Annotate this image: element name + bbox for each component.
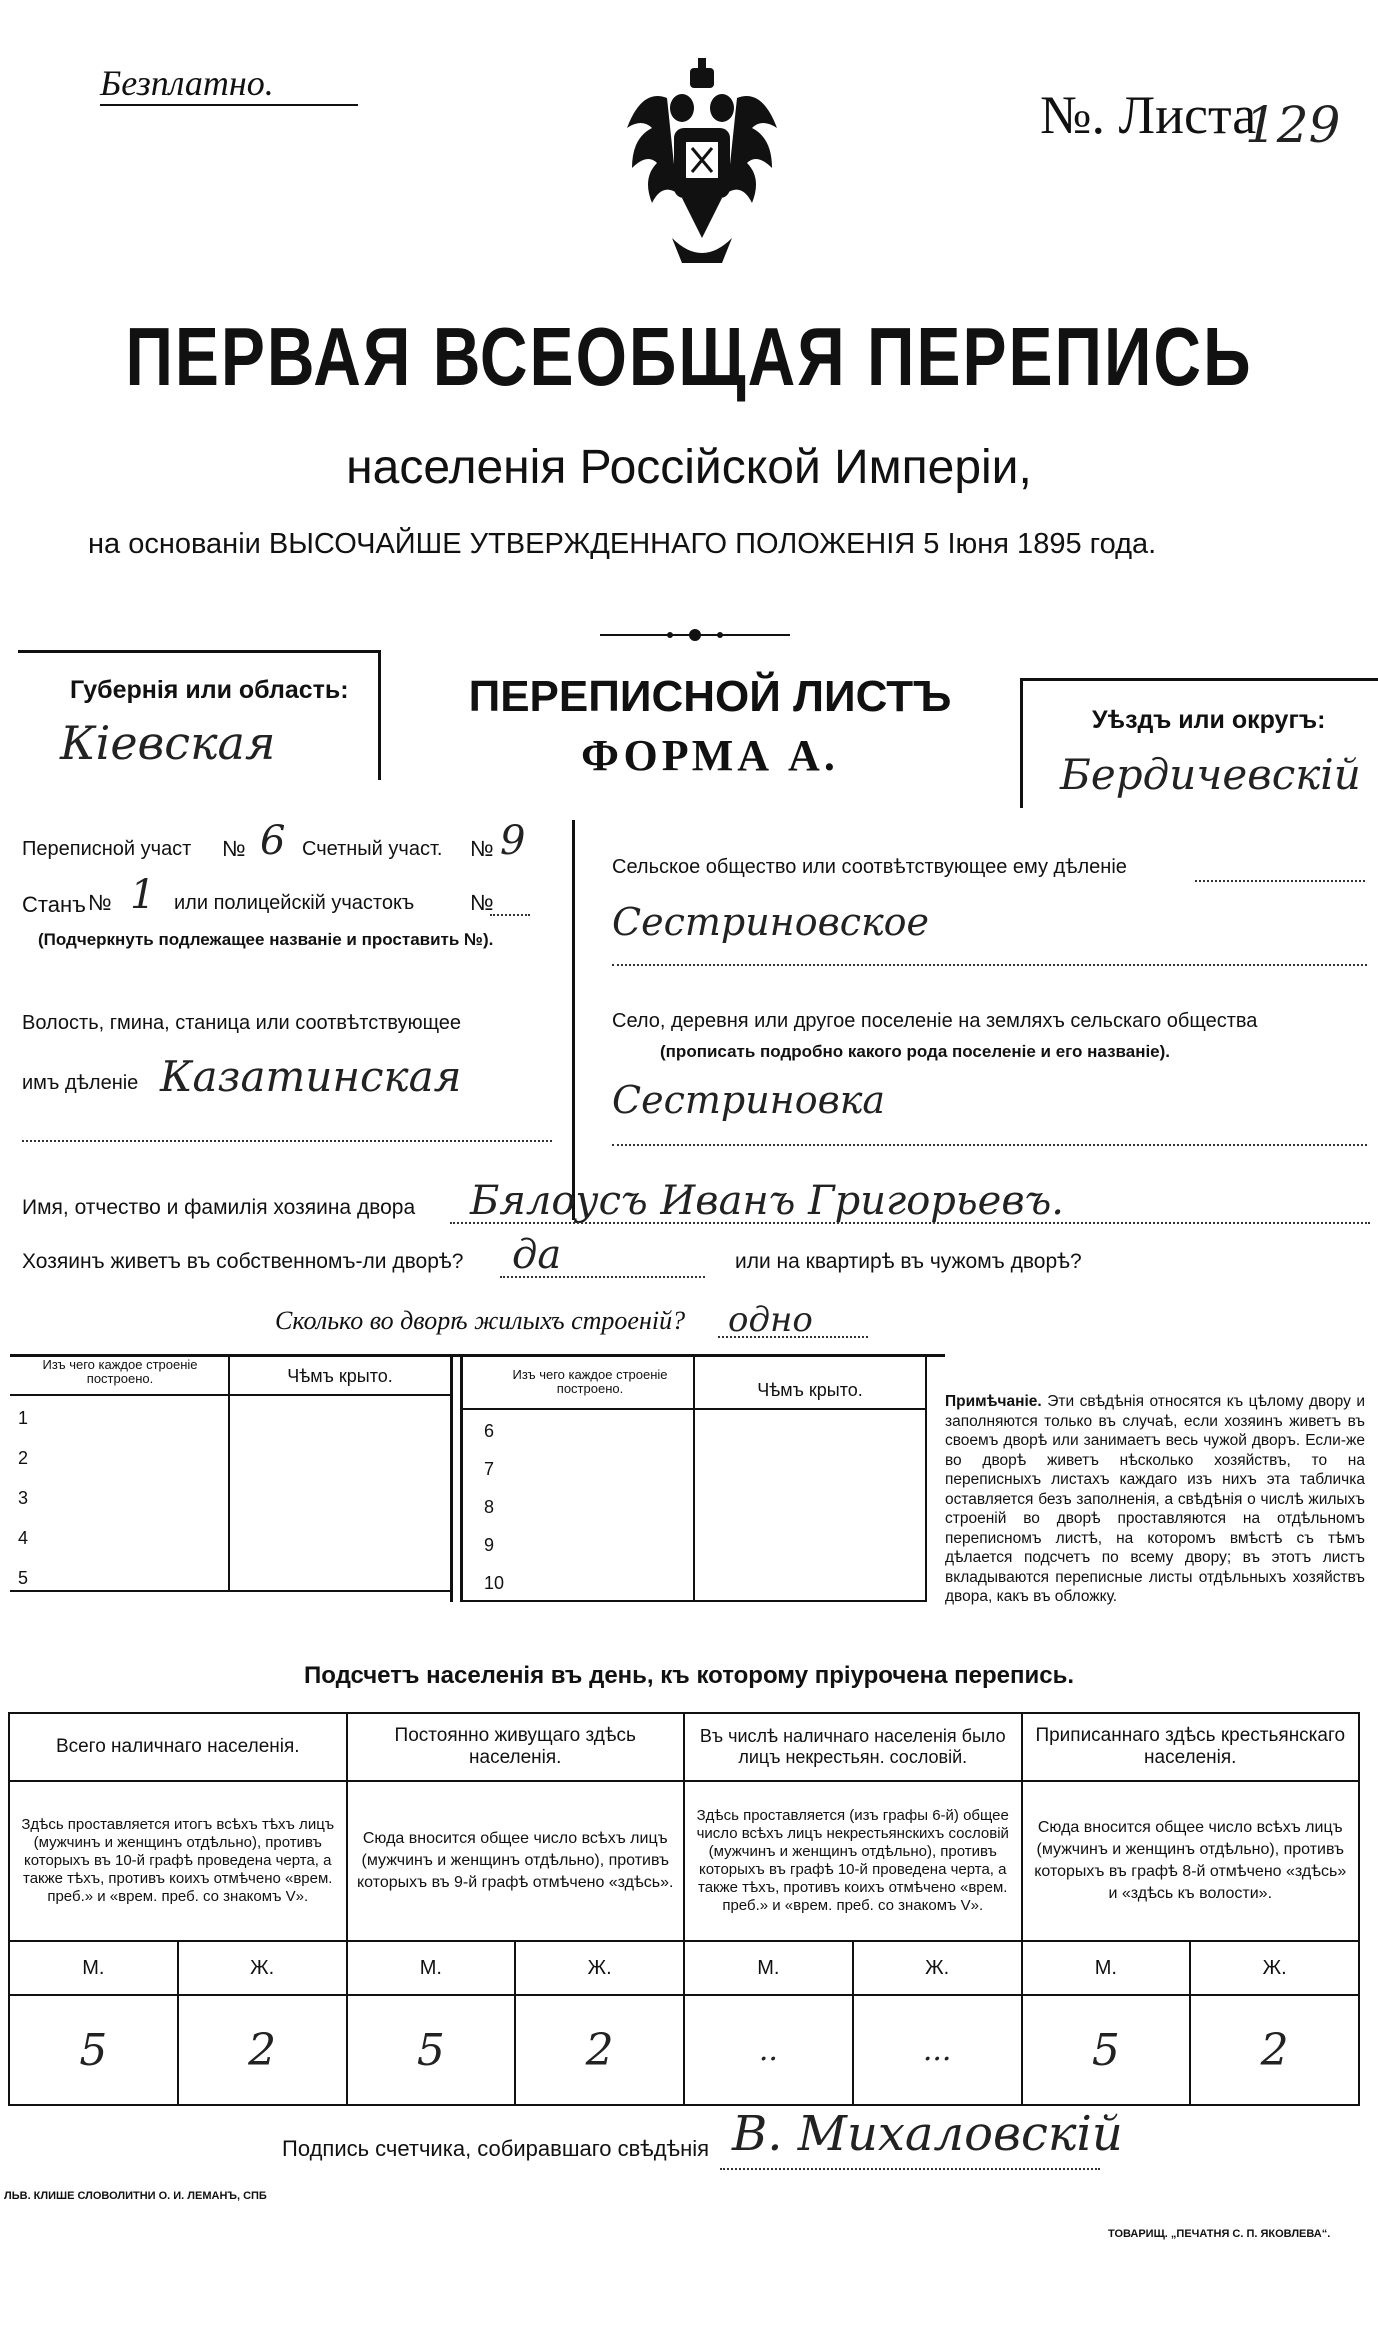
pop-col-1-head — [9, 1713, 347, 1781]
buildings-table-bottom-right — [463, 1600, 927, 1602]
counting-district-label: Счетный участ. — [302, 838, 443, 860]
buildings-right-col-divider — [693, 1354, 695, 1602]
uezd-value: Бердичевскій — [1060, 750, 1361, 799]
owner-lives-line — [500, 1276, 705, 1278]
pop-col-3-desc — [684, 1781, 1022, 1941]
note-text: Эти свѣдѣнія относятся къ цѣлому двору и заполняются только въ случаѣ, если хозяинъ живетъ въ своемъ дворѣ или занимаетъ весь чужой дворъ. Если-же во дворѣ живетъ нѣсколько хозяйствъ, то на переписныхъ листахъ каждаго изъ нихъ эта табличка оставляется безъ заполненія, а свѣдѣнія о числѣ жилыхъ строеній во дворѣ проставляются на отдѣльномъ переписномъ листѣ, на которомъ вмѣстѣ съ тѣмъ дѣлается подсчетъ по всему двору; въ этотъ листъ вкладываются переписные листы отдѣльныхъ хозяйствъ двора, какъ въ обложку. — [945, 1393, 1365, 1605]
buildings-row-number: 8 — [484, 1497, 495, 1517]
population-table — [8, 1712, 1360, 2106]
buildings-header-material: Изъ чего каждое строеніе построено. — [42, 1357, 198, 1386]
free-underline — [100, 104, 358, 106]
police-label: или полицейскій участокъ — [174, 892, 415, 914]
pop-col-2-desc-text: Сюда вносится общее число всѣхъ лицъ (мужчинъ и женщинъ отдѣльно), противъ которыхъ въ 9-й графѣ отмѣчено «здѣсь». — [357, 1830, 674, 1891]
buildings-mid-divider-1 — [450, 1354, 453, 1602]
counting-district-value: 9 — [500, 818, 526, 864]
note-block — [945, 1392, 1365, 1607]
pop-4-f-label: Ж. — [1190, 1941, 1359, 1995]
buildings-table-bottom-left — [10, 1590, 450, 1592]
pop-2-m-value: 5 — [347, 1995, 516, 2105]
society-value: Сестриновское — [612, 900, 930, 944]
volost-extra-line — [22, 1140, 552, 1142]
owner-lives-label: Хозяинъ живетъ въ собственномъ-ли дворѣ? — [22, 1250, 464, 1273]
pop-col-4-head-text: Приписаннаго здѣсь крестьянскаго населенія. — [1035, 1725, 1346, 1768]
buildings-header-roof: Чѣмъ крыто. — [287, 1366, 393, 1386]
buildings-header-roof-right: Чѣмъ крыто. — [757, 1380, 863, 1400]
village-value: Сестриновка — [612, 1078, 886, 1122]
pop-col-1-desc-text: Здѣсь проставляется итогъ всѣхъ тѣхъ лицъ (мужчинъ и женщинъ отдѣльно), противъ которыхъ въ 10-й графѣ проведена черта, а также тѣхъ, противъ коихъ отмѣчено «врем. преб.» и «врем. преб. со знакомъ V». — [21, 1816, 335, 1905]
main-title: ПЕРВАЯ ВСЕОБЩАЯ ПЕРЕПИСЬ — [125, 309, 1253, 403]
note-title: Примѣчаніе. — [945, 1393, 1042, 1410]
buildings-row-number: 1 — [18, 1408, 29, 1428]
uezd-label: Уѣздъ или округъ: — [1092, 706, 1326, 734]
footer-right: ТОВАРИЩ. „ПЕЧАТНЯ С. П. ЯКОВЛЕВА“. — [1108, 2228, 1331, 2240]
owner-name-line — [450, 1222, 1370, 1224]
pop-col-3-desc-text: Здѣсь проставляется (изъ графы 6-й) общее число всѣхъ лицъ некрестьянскихъ сословій (мужчинъ и женщинъ отдѣльно), противъ которыхъ въ графѣ 10-й проведена черта, а также тѣхъ, противъ коихъ отмѣчено «врем. преб.» и «врем. преб. со знакомъ V». — [696, 1807, 1009, 1914]
governorate-value: Кіевская — [60, 716, 276, 770]
buildings-label: Сколько во дворѣ жилыхъ строеній? — [275, 1306, 686, 1335]
basis-line: на основаніи ВЫСОЧАЙШЕ УТВЕРЖДЕННАГО ПОЛОЖЕНІЯ 5 Іюня 1895 года. — [88, 528, 1157, 560]
pop-col-1-head-text: Всего наличнаго населенія. — [55, 1736, 300, 1757]
volost-label-1: Волость, гмина, станица или соотвѣтствующее — [22, 1012, 462, 1034]
volost-value: Казатинская — [160, 1052, 462, 1101]
pop-1-f-value: 2 — [178, 1995, 347, 2105]
free-label: Безплатно. — [100, 63, 274, 103]
signature-label: Подпись счетчика, собиравшаго свѣдѣнія — [282, 2136, 710, 2161]
buildings-row-number: 4 — [18, 1528, 29, 1548]
population-title: Подсчетъ населенія въ день, къ которому пріурочена перепись. — [304, 1662, 1074, 1689]
village-note: (прописать подробно какого рода поселеніе и его названіе). — [660, 1042, 1171, 1061]
pop-3-m-label: М. — [684, 1941, 853, 1995]
owner-or-label: или на квартирѣ въ чужомъ дворѣ? — [735, 1250, 1082, 1273]
sheet-number-value: 129 — [1245, 96, 1341, 154]
society-extra-line — [612, 964, 1367, 966]
pop-col-1-desc — [9, 1781, 347, 1941]
underline-note: (Подчеркнуть подлежащее названіе и проставить №). — [38, 930, 494, 949]
buildings-row-number: 3 — [18, 1488, 29, 1508]
sheet-title: ПЕРЕПИСНОЙ ЛИСТЪ — [468, 672, 952, 721]
buildings-rows-left — [18, 1398, 58, 1598]
gov-box-top — [18, 650, 378, 653]
pop-col-3-head — [684, 1713, 1022, 1781]
buildings-row-number: 10 — [484, 1573, 505, 1593]
subtitle: населенія Россійской Имперіи, — [346, 441, 1032, 494]
pop-4-m-label: М. — [1022, 1941, 1191, 1995]
buildings-header-material-right: Изъ чего каждое строеніе построено. — [512, 1367, 668, 1396]
pop-3-m-value: .. — [684, 1995, 853, 2105]
pop-col-4-head — [1022, 1713, 1360, 1781]
police-value-line — [490, 914, 530, 916]
no-sign: № — [222, 836, 246, 861]
no-sign: № — [470, 890, 494, 915]
signature-value: В. Михаловскій — [732, 2106, 1123, 2162]
governorate-label: Губернія или область: — [70, 676, 349, 704]
buildings-row-number: 6 — [484, 1421, 495, 1441]
buildings-row-number: 2 — [18, 1448, 29, 1468]
pop-col-4-desc — [1022, 1781, 1360, 1941]
buildings-row-number: 5 — [18, 1568, 29, 1588]
owner-name-label: Имя, отчество и фамилія хозяина двора — [22, 1196, 416, 1219]
buildings-rows-right — [484, 1412, 524, 1602]
buildings-table-header-line — [10, 1394, 450, 1396]
pop-1-m-value: 5 — [9, 1995, 178, 2105]
society-label: Сельское общество или соотвѣтствующее ему дѣленіе — [612, 856, 1127, 878]
no-sign: № — [470, 836, 494, 861]
pop-2-f-label: Ж. — [515, 1941, 684, 1995]
pop-4-f-value: 2 — [1190, 1995, 1359, 2105]
pop-3-f-value: ... — [853, 1995, 1022, 2105]
coat-of-arms-icon — [612, 58, 792, 278]
no-sign: № — [88, 890, 112, 915]
village-label: Село, деревня или другое поселеніе на земляхъ сельскаго общества — [612, 1010, 1258, 1032]
owner-lives-value: да — [512, 1232, 562, 1278]
stan-value: 1 — [130, 872, 156, 918]
society-line — [1195, 880, 1365, 882]
pop-col-2-head-text: Постоянно живущаго здѣсь населенія. — [394, 1725, 636, 1768]
pop-2-f-value: 2 — [515, 1995, 684, 2105]
buildings-value: одно — [728, 1300, 813, 1340]
buildings-col-divider — [228, 1354, 230, 1590]
pop-1-m-label: М. — [9, 1941, 178, 1995]
pop-col-2-head — [347, 1713, 685, 1781]
uezd-box-top — [1020, 678, 1378, 681]
pop-col-3-head-text: Въ числѣ наличнаго населенія было лицъ некрестьян. сословій. — [699, 1726, 1006, 1767]
pop-col-2-desc — [347, 1781, 685, 1941]
buildings-line — [718, 1336, 868, 1338]
pop-col-4-desc-text: Сюда вносится общее число всѣхъ лицъ (мужчинъ и женщинъ отдѣльно), противъ которыхъ въ графѣ 8-й отмѣчено «здѣсь» и «здѣсь къ волости». — [1034, 1819, 1347, 1902]
signature-line — [720, 2168, 1100, 2170]
census-district-value: 6 — [260, 818, 286, 864]
stan-label: Станъ — [22, 892, 86, 917]
gov-box-right — [378, 650, 381, 780]
uezd-box-left — [1020, 678, 1023, 808]
pop-3-f-label: Ж. — [853, 1941, 1022, 1995]
footer-left: ЛЬВ. КЛИШЕ СЛОВОЛИТНИ О. И. ЛЕМАНЪ, СПБ — [4, 2190, 267, 2202]
census-district-label: Переписной участ — [22, 838, 192, 860]
volost-label-2: имъ дѣленіе — [22, 1072, 139, 1094]
village-extra-line — [612, 1144, 1367, 1146]
buildings-row-number: 7 — [484, 1459, 495, 1479]
buildings-mid-divider-2 — [460, 1354, 463, 1602]
buildings-row-number: 9 — [484, 1535, 495, 1555]
ornament-divider — [600, 628, 790, 642]
form-name: ФОРМА А. — [581, 731, 839, 780]
pop-1-f-label: Ж. — [178, 1941, 347, 1995]
buildings-right-edge — [925, 1354, 927, 1602]
pop-2-m-label: М. — [347, 1941, 516, 1995]
pop-4-m-value: 5 — [1022, 1995, 1191, 2105]
fields-divider — [572, 820, 575, 1220]
sheet-number-label: №. Листа — [1040, 85, 1257, 145]
owner-name-value: Бялоусъ Иванъ Григорьевъ. — [470, 1178, 1065, 1224]
